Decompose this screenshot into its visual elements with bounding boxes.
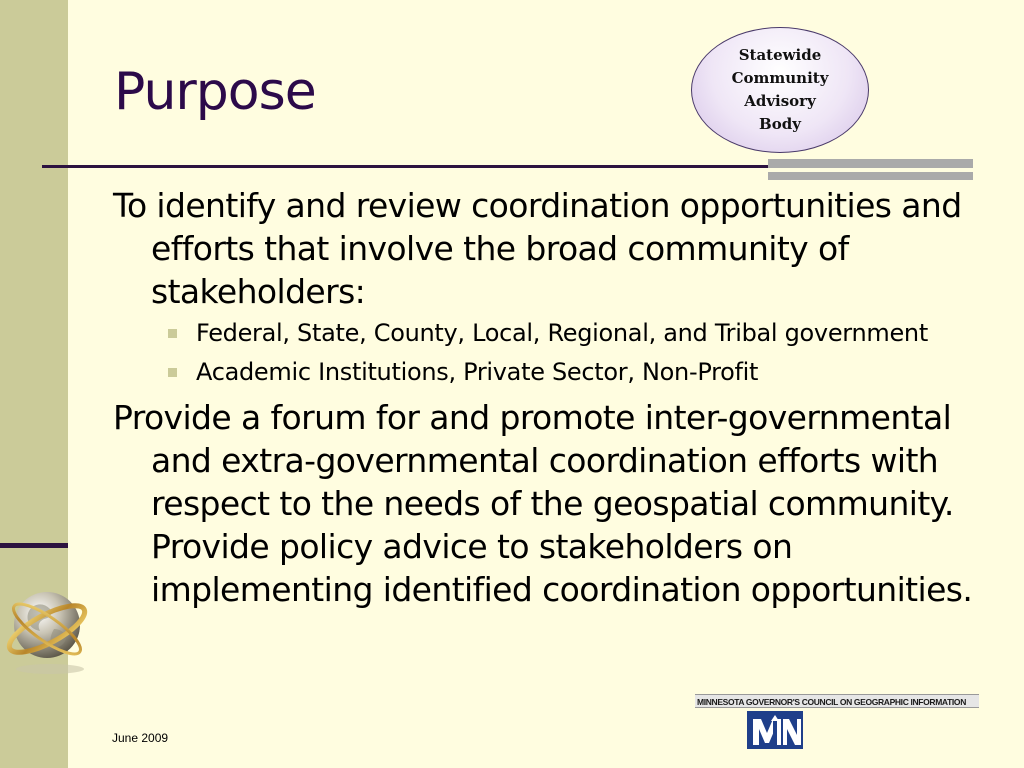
slide-body: [113, 184, 973, 611]
footer-date: June 2009: [112, 731, 169, 745]
title-stripe-bottom: [768, 172, 973, 180]
council-logo: [695, 694, 979, 750]
bullet-item: [113, 357, 973, 388]
title-stripe-top: [768, 159, 973, 168]
mn-logo-icon: [747, 711, 803, 749]
slide-title: Purpose: [114, 62, 316, 122]
globe-icon: [2, 585, 94, 677]
body-paragraph-1: To identify and review coordination opportunities and efforts that involve the broad community of stakeholders:: [113, 186, 962, 311]
left-accent-line: [0, 543, 68, 548]
square-bullet-icon: [168, 329, 177, 338]
title-divider: [42, 165, 770, 168]
bullet-text: Academic Institutions, Private Sector, Non-Profit: [196, 358, 759, 386]
advisory-body-badge: [691, 27, 869, 153]
bullet-text: Federal, State, County, Local, Regional, and Tribal government: [196, 319, 928, 347]
bullet-item: [113, 318, 973, 349]
square-bullet-icon: [168, 368, 177, 377]
body-paragraph-2: Provide a forum for and promote inter-governmental and extra-governmental coordination efforts with respect to the needs of the geospatial community. Provide policy advice to stakeholders on implementing identified coordination opportunities.: [113, 398, 973, 609]
logo-caption: MINNESOTA GOVERNOR'S COUNCIL ON GEOGRAPHIC INFORMATION: [695, 694, 979, 708]
badge-label: Statewide Community Advisory Body: [731, 46, 829, 133]
